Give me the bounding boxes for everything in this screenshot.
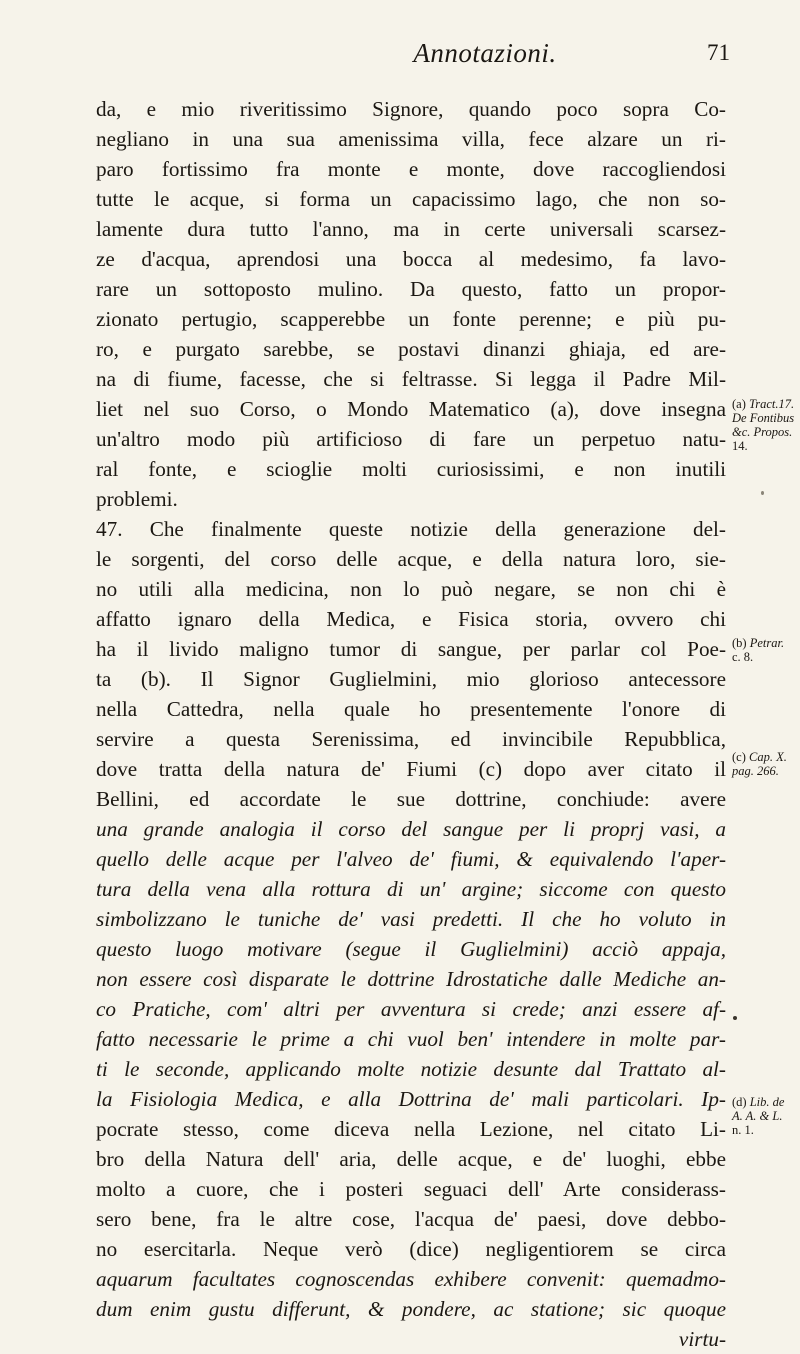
text-line: ze d'acqua, aprendosi una bocca al medesimo, fa lavo-	[96, 247, 726, 271]
margin-note-b	[732, 636, 800, 664]
text-line: paro fortissimo fra monte e monte, dove raccogliendosi	[96, 157, 726, 181]
note-line: c. 8.	[732, 650, 754, 664]
text-line: da, e mio riveritissimo Signore, quando poco sopra Co-	[96, 97, 726, 121]
text-line: ral fonte, e scioglie molti curiosissimi, e non inutili	[96, 457, 726, 481]
text-line: na di fiume, facesse, che si feltrasse. Si legga il Padre Mil-	[96, 367, 726, 391]
text-line: affatto ignaro della Medica, e Fisica storia, ovvero chi	[96, 607, 726, 631]
text-line: liet nel suo Corso, o Mondo Matematico (a), dove insegna	[96, 397, 726, 421]
text-line: lamente dura tutto l'anno, ma in certe universali scarsez-	[96, 217, 726, 241]
text-line: molto a cuore, che i posteri seguaci dell' Arte considerass-	[96, 1177, 726, 1201]
note-line: &c. Propos.	[732, 425, 793, 439]
text-line: problemi.	[96, 487, 178, 511]
text-line: tutte le acque, si forma un capacissimo lago, che non so-	[96, 187, 726, 211]
text-line: quello delle acque per l'alveo de' fiumi, & equivalendo l'aper-	[96, 847, 726, 871]
text-line: la Fisiologia Medica, e alla Dottrina de' mali particolari. Ip-	[96, 1087, 726, 1111]
text-line: no esercitarla. Neque verò (dice) negligentiorem se circa	[96, 1237, 726, 1261]
text-line: questo luogo motivare (segue il Guglielmini) acciò appaja,	[96, 937, 726, 961]
text-line: non essere così disparate le dottrine Idrostatiche dalle Mediche an-	[96, 967, 726, 991]
note-line: A. A. & L.	[732, 1109, 783, 1123]
text-line: pocrate stesso, come diceva nella Lezione, nel citato Li-	[96, 1117, 726, 1141]
note-line: 14.	[732, 439, 748, 453]
ink-spot-decoration	[761, 491, 764, 495]
note-line: Cap. X.	[749, 750, 787, 764]
note-line: pag. 266.	[732, 764, 779, 778]
margin-notes	[732, 0, 800, 1192]
note-line: Lib. de	[749, 1095, 785, 1109]
text-line: sero bene, fra le altre cose, l'acqua de' paesi, dove debbo-	[96, 1207, 726, 1231]
text-line: no utili alla medicina, non lo può negare, se non chi è	[96, 577, 726, 601]
text-line: simbolizzano le tuniche de' vasi predetti. Il che ho voluto in	[96, 907, 726, 931]
text-line: negliano in una sua amenissima villa, fece alzare un ri-	[96, 127, 726, 151]
note-label: (c)	[732, 750, 746, 764]
text-line: tura della vena alla rottura di un' argine; siccome con questo	[96, 877, 726, 901]
text-line: servire a questa Serenissima, ed invincibile Repubblica,	[96, 727, 726, 751]
catchword: virtu-	[678, 1327, 726, 1351]
margin-note-d	[732, 1095, 800, 1137]
text-line: rare un sottoposto mulino. Da questo, fatto un propor-	[96, 277, 726, 301]
text-line: co Pratiche, com' altri per avventura si crede; anzi essere af-	[96, 997, 726, 1021]
text-line: 47. Che finalmente queste notizie della generazione del-	[96, 517, 726, 541]
note-label: (b)	[732, 636, 747, 650]
text-line: dove tratta della natura de' Fiumi (c) dopo aver citato il	[96, 757, 726, 781]
text-line: fatto necessarie le prime a chi vuol ben' intendere in molte par-	[96, 1027, 726, 1051]
text-line: zionato pertugio, scapperebbe un fonte perenne; e più pu-	[96, 307, 726, 331]
text-line: un'altro modo più artificioso di fare un perpetuo natu-	[96, 427, 726, 451]
text-line: una grande analogia il corso del sangue per li proprj vasi, a	[96, 817, 726, 841]
text-line: bro della Natura dell' aria, delle acque, e de' luoghi, ebbe	[96, 1147, 726, 1171]
note-line: Tract.17.	[749, 397, 795, 411]
text-line: ha il livido maligno tumor di sangue, per parlar col Poe-	[96, 637, 726, 661]
note-label: (a)	[732, 397, 746, 411]
note-label: (d)	[732, 1095, 747, 1109]
note-line: De Fontibus	[732, 411, 795, 425]
margin-note-c	[732, 750, 800, 778]
text-line: le sorgenti, del corso delle acque, e della natura loro, sie-	[96, 547, 726, 571]
text-line: Bellini, ed accordate le sue dottrine, conchiude: avere	[96, 787, 726, 811]
body-text	[96, 94, 726, 1354]
note-line: n. 1.	[732, 1123, 754, 1137]
text-line: ta (b). Il Signor Guglielmini, mio glorioso antecessore	[96, 667, 726, 691]
page-header	[0, 38, 800, 78]
text-line: aquarum facultates cognoscendas exhibere convenit: quemadmo-	[96, 1267, 726, 1291]
note-line: Petrar.	[749, 636, 785, 650]
page-number: 71	[707, 40, 730, 65]
ink-spot-decoration	[733, 1016, 737, 1020]
running-title: Annotazioni.	[413, 38, 557, 68]
margin-note-a	[732, 397, 800, 453]
text-line: dum enim gustu differunt, & pondere, ac statione; sic quoque	[96, 1297, 726, 1321]
text-line: ti le seconde, applicando molte notizie desunte dal Trattato al-	[96, 1057, 726, 1081]
text-line: nella Cattedra, nella quale ho presentemente l'onore di	[96, 697, 726, 721]
text-line: ro, e purgato sarebbe, se postavi dinanzi ghiaja, ed are-	[96, 337, 726, 361]
